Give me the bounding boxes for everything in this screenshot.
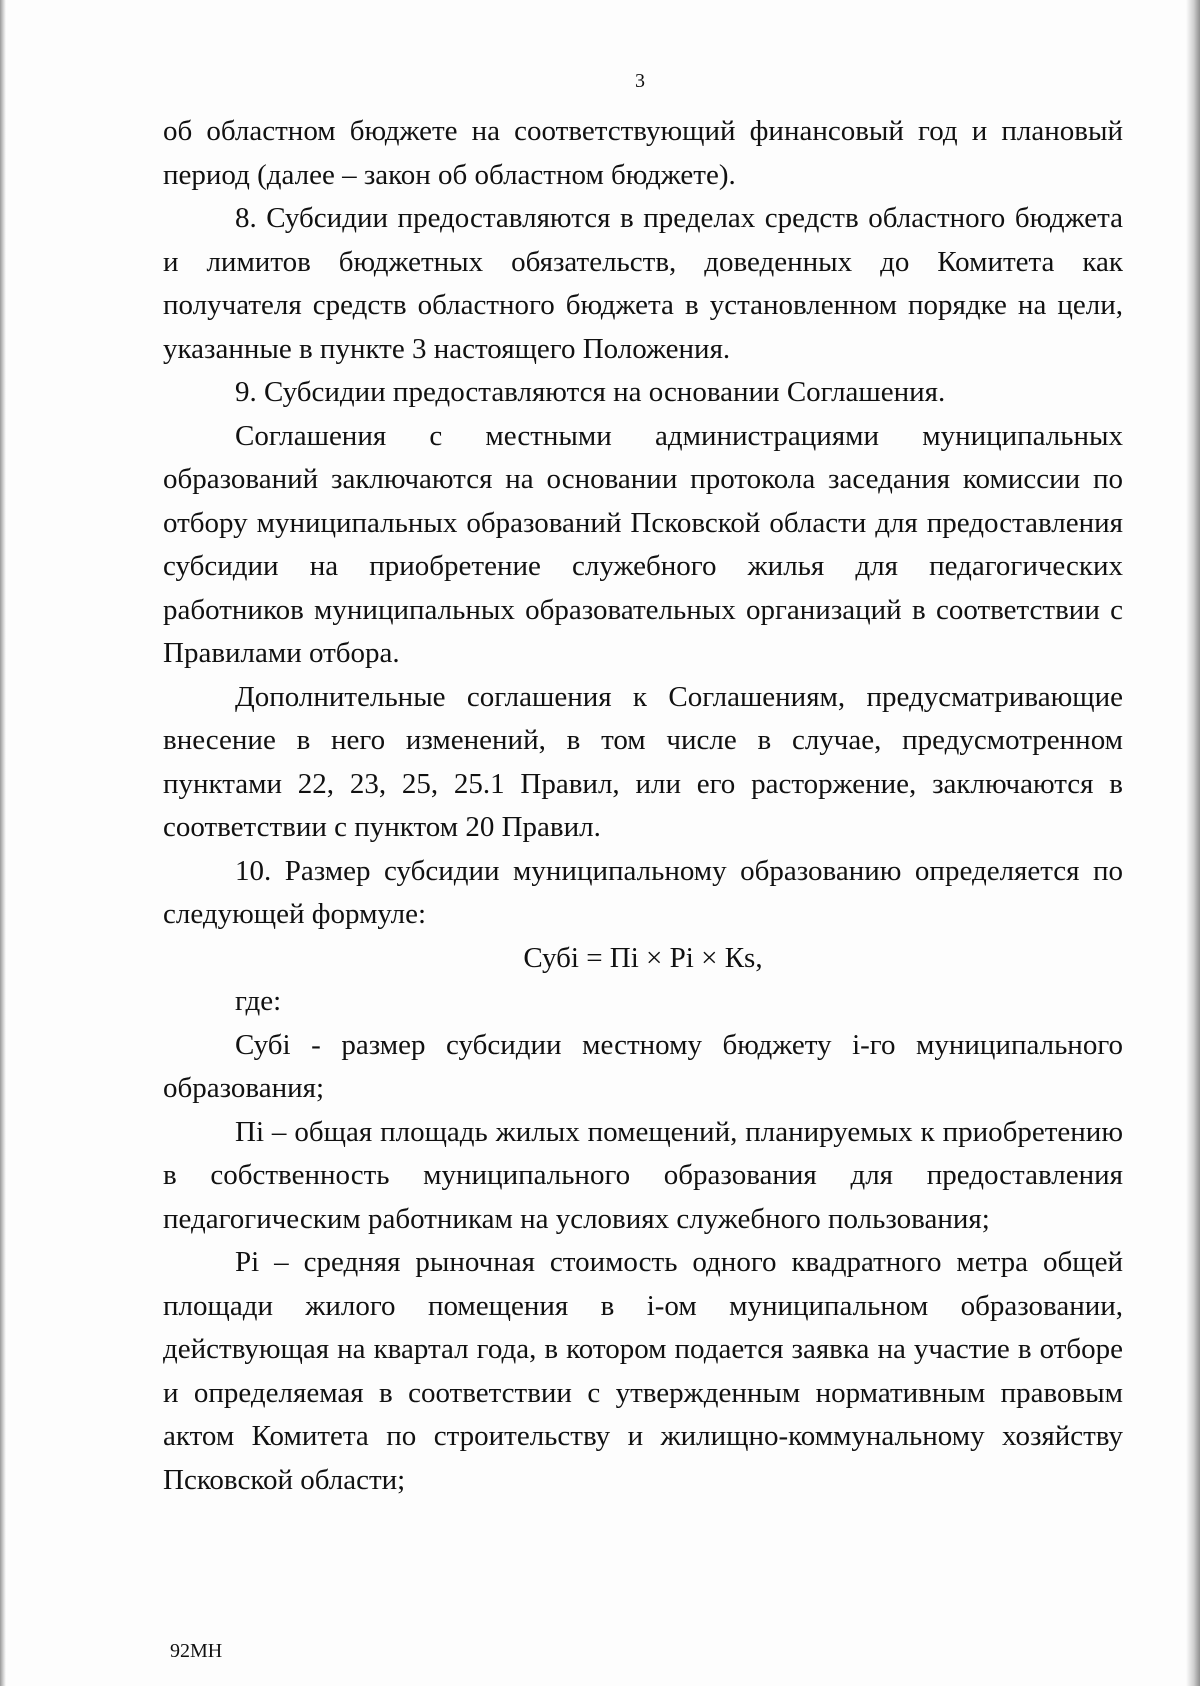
document-body	[163, 110, 1123, 1502]
scan-edge-right	[1186, 0, 1200, 1686]
paragraph-item-8: 8. Субсидии предоставляются в пределах средств областного бюджета и лимитов бюджетных обязательств, доведенных до Комитета как получателя средств областного бюджета в установленном порядке на цели, указанные в пункте 3 настоящего Положения.	[163, 202, 1123, 365]
subsidy-formula: Субi = Пi × Рi × Кs,	[523, 941, 763, 974]
paragraph-item-10: 10. Размер субсидии муниципальному образованию определяется по следующей формуле:	[163, 854, 1123, 930]
definition-sub-i: Субi - размер субсидии местному бюджету i-го муниципального образования;	[163, 1028, 1123, 1104]
definition-r-i: Рi – средняя рыночная стоимость одного квадратного метра общей площади жилого помещения в i-ом муниципальном образовании, действующая на квартал года, в котором подается заявка на участие в отборе и определяемая в соответствии с утвержденным нормативным правовым актом Комитета по строительству и жилищно-коммунальному хозяйству Псковской области;	[163, 1246, 1123, 1496]
page-number: 3	[635, 70, 645, 92]
definition-p-i: Пi – общая площадь жилых помещений, планируемых к приобретению в собственность муниципального образования для предоставления педагогическим работникам на условиях служебного пользования;	[163, 1115, 1123, 1235]
paragraph-additional-agreements: Дополнительные соглашения к Соглашениям, предусматривающие внесение в него изменений, в том числе в случае, предусмотренном пунктами 22, 23, 25, 25.1 Правил, или его расторжение, заключаются в соответствии с пунктом 20 Правил.	[163, 680, 1123, 843]
scan-edge-left	[0, 0, 6, 1686]
paragraph-agreements: Соглашения с местными администрациями муниципальных образований заключаются на основании протокола заседания комиссии по отбору муниципальных образований Псковской области для предоставления субсидии на приобретение служебного жилья для педагогических работников муниципальных образовательных организаций в соответствии с Правилами отбора.	[163, 419, 1123, 669]
paragraph-item-9: 9. Субсидии предоставляются на основании Соглашения.	[235, 376, 946, 408]
footer-document-code: 92МН	[170, 1640, 223, 1662]
paragraph-where: где:	[235, 985, 282, 1017]
paragraph-continuation: об областном бюджете на соответствующий финансовый год и плановый период (далее – закон об областном бюджете).	[163, 115, 1123, 191]
